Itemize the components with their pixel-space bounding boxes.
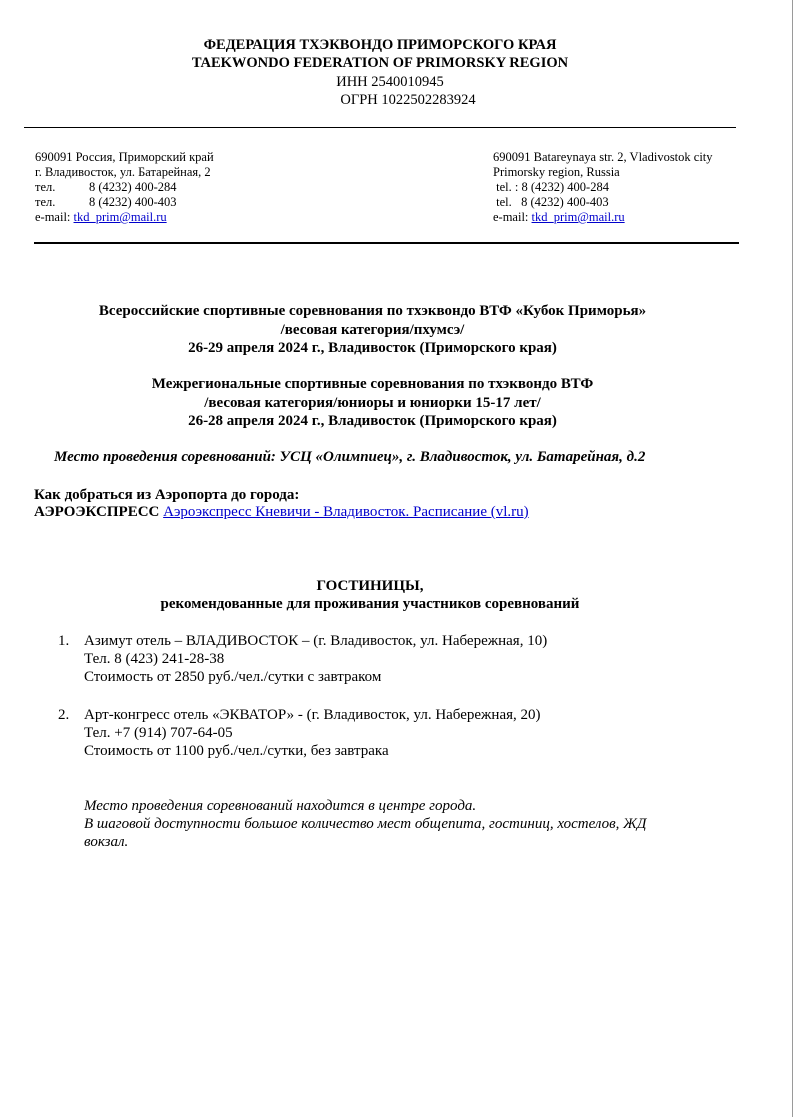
address-en-phone2 (493, 195, 713, 210)
phone-value: 8 (4232) 400-403 (521, 195, 609, 209)
address-ru-line2: г. Владивосток, ул. Батарейная, 2 (35, 165, 211, 179)
address-ru-email (35, 210, 214, 225)
federation-title-ru: ФЕДЕРАЦИЯ ТХЭКВОНДО ПРИМОРСКОГО КРАЯ (203, 37, 557, 53)
address-en-line2: Primorsky region, Russia (493, 165, 620, 179)
note-line2: В шаговой доступности большое количество мест общепита, гостиниц, хостелов, ЖД (84, 816, 647, 832)
hotel-phone: Тел. +7 (914) 707-64-05 (84, 725, 233, 741)
address-divider (34, 242, 739, 244)
hotels-title: ГОСТИНИЦЫ, (316, 578, 424, 594)
page-edge (792, 0, 793, 1117)
inn: ИНН 2540010945 (336, 74, 444, 90)
event-2-dates: 26-28 апреля 2024 г., Владивосток (Приморского края) (188, 413, 557, 429)
phone-label: tel. (496, 195, 512, 209)
federation-title-en: TAEKWONDO FEDERATION OF PRIMORSKY REGION (191, 55, 569, 71)
event-1 (0, 302, 745, 358)
header-divider (24, 127, 736, 128)
ogrn: ОГРН 1022502283924 (340, 92, 476, 108)
transport-heading: Как добраться из Аэропорта до города: (34, 487, 300, 503)
email-label: e-mail: (493, 210, 529, 224)
phone-value: 8 (4232) 400-284 (89, 180, 177, 194)
phone-label: tel. : (496, 180, 519, 194)
address-en-phone1 (493, 180, 713, 195)
hotel-number: 2. (58, 707, 70, 723)
hotel-phone: Тел. 8 (423) 241-28-38 (84, 651, 225, 667)
phone-label: тел. (35, 195, 56, 209)
hotels-subtitle: рекомендованные для проживания участников соревнований (160, 596, 580, 612)
email-link-en[interactable]: tkd_prim@mail.ru (531, 210, 625, 224)
aeroexpress-link[interactable]: Аэроэкспресс Кневичи - Владивосток. Расписание (vl.ru) (163, 504, 529, 520)
venue: Место проведения соревнований: УСЦ «Олимпиец», г. Владивосток, ул. Батарейная, д.2 (54, 449, 646, 465)
hotel-price: Стоимость от 2850 руб./чел./сутки с завтраком (84, 669, 382, 685)
hotel-number: 1. (58, 633, 70, 649)
note-line1: Место проведения соревнований находится в центре города. (84, 798, 477, 814)
event-1-category: /весовая категория/пхумсэ/ (280, 321, 465, 338)
hotel-price: Стоимость от 1100 руб./чел./сутки, без завтрака (84, 743, 389, 759)
hotel-name: Арт-конгресс отель «ЭКВАТОР» - (г. Владивосток, ул. Набережная, 20) (84, 707, 541, 723)
transport-label: АЭРОЭКСПРЕСС (34, 504, 160, 520)
hotel-name: Азимут отель – ВЛАДИВОСТОК – (г. Владивосток, ул. Набережная, 10) (84, 633, 548, 649)
phone-value: 8 (4232) 400-284 (521, 180, 609, 194)
event-2-title: Межрегиональные спортивные соревнования по тхэквондо ВТФ (151, 376, 594, 392)
event-2 (0, 375, 745, 431)
transport-line (34, 503, 529, 521)
phone-label: тел. (35, 180, 56, 194)
address-ru-phone1 (35, 180, 214, 195)
event-2-category: /весовая категория/юниоры и юниорки 15-17 лет/ (204, 394, 541, 411)
email-link-ru[interactable]: tkd_prim@mail.ru (73, 210, 167, 224)
address-en-email (493, 210, 713, 225)
address-en-line1: 690091 Batareynaya str. 2, Vladivostok city (493, 150, 713, 164)
event-1-dates: 26-29 апреля 2024 г., Владивосток (Приморского края) (188, 340, 557, 356)
phone-value: 8 (4232) 400-403 (89, 195, 177, 209)
event-1-title: Всероссийские спортивные соревнования по тхэквондо ВТФ «Кубок Приморья» (98, 303, 647, 319)
address-ru-phone2 (35, 195, 214, 210)
note-line3: вокзал. (84, 834, 129, 850)
address-en (493, 150, 713, 225)
email-label: e-mail: (35, 210, 71, 224)
address-ru (35, 150, 214, 225)
address-ru-line1: 690091 Россия, Приморский край (35, 150, 214, 164)
